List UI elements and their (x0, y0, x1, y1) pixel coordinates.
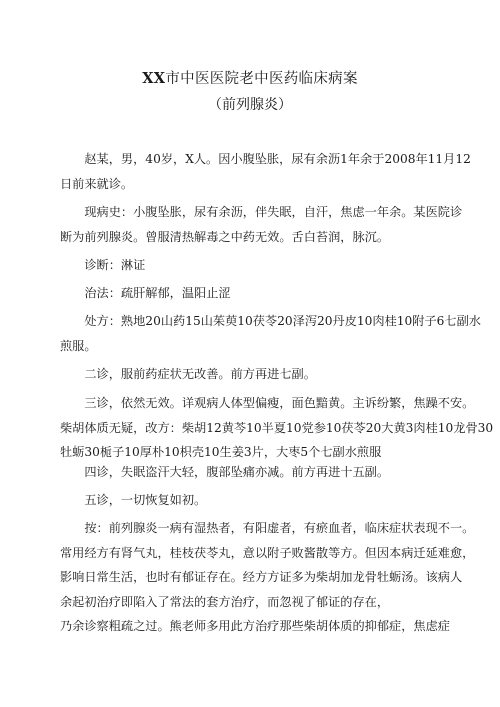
text-line: 治法：疏肝解郁，温阳止涩 (60, 286, 231, 300)
paragraph-visit-3 (60, 391, 494, 465)
paragraph-patient-intro (60, 147, 471, 196)
text-line: 乃余诊察粗疏之过。熊老师多用此方治疗那些柴胡体质的抑郁症，焦虑症 (60, 619, 450, 633)
paragraph-prescription (60, 309, 481, 358)
text-line: 按：前列腺炎一病有湿热者，有阳虚者，有瘀血者，临床症状表现不一。 (60, 521, 475, 535)
paragraph-treatment (60, 281, 452, 306)
text-line: 诊断：淋证 (60, 258, 146, 272)
text-line: 日前来就诊。 (60, 176, 134, 191)
text-line: 常用经方有肾气丸，桂枝茯苓丸，意以附子败酱散等方。但因本病迁延难愈， (60, 545, 475, 560)
paragraph-visit-4 (60, 460, 452, 485)
paragraph-commentary (60, 516, 475, 639)
paragraph-history (60, 200, 463, 249)
text-line: 赵某，男，40岁，X人。因小腹坠胀，尿有余沥1年余于2008年11月12 (60, 152, 471, 166)
document-title (0, 67, 500, 88)
text-line: 牡蛎30栀子10厚朴10枳壳10生姜3片，大枣5个七副水煎服 (60, 445, 382, 459)
text-line: 四诊，失眠盗汗大轻，腹部坠痛亦减。前方再进十五副。 (60, 465, 390, 479)
text-line: 断为前列腺炎。曾服清热解毒之中药无效。舌白苔润，脉沉。 (60, 229, 390, 244)
text-line: 现病史：小腹坠胀，尿有余沥，伴失眠，自汗，焦虑一年余。某医院诊 (60, 205, 463, 219)
title-text: 市中医医院老中医药临床病案 (165, 71, 358, 87)
text-line: 三诊，依然无效。详观病人体型偏瘦，面色黯黄。主诉纷繁，焦躁不安。 (60, 396, 475, 410)
text-line: 柴胡体质无疑，改方：柴胡12黄芩10半夏10党参10茯苓20大黄3肉桂10龙骨30 (60, 420, 494, 435)
text-line: 影响日常生活，也时有郁证存在。经方方证多为柴胡加龙骨牡蛎汤。该病人 (60, 570, 463, 584)
text-line: 五诊，一切恢复如初。 (60, 493, 207, 507)
paragraph-visit-2 (60, 362, 452, 387)
text-line: 煎服。 (60, 338, 97, 353)
text-line: 二诊，服前药症状无改善。前方再进七副。 (60, 367, 316, 381)
text-line: 余起初治疗即陷入了常法的套方治疗，而忽视了郁证的存在， (60, 594, 390, 609)
title-prefix: XX (142, 70, 166, 87)
text-line: 处方：熟地20山药15山茱萸10茯苓20泽泻20丹皮10肉桂10附子6七副水 (60, 314, 481, 328)
paragraph-diagnosis (60, 253, 452, 278)
document-subtitle: （前列腺炎） (208, 97, 292, 113)
paragraph-visit-5 (60, 488, 452, 513)
